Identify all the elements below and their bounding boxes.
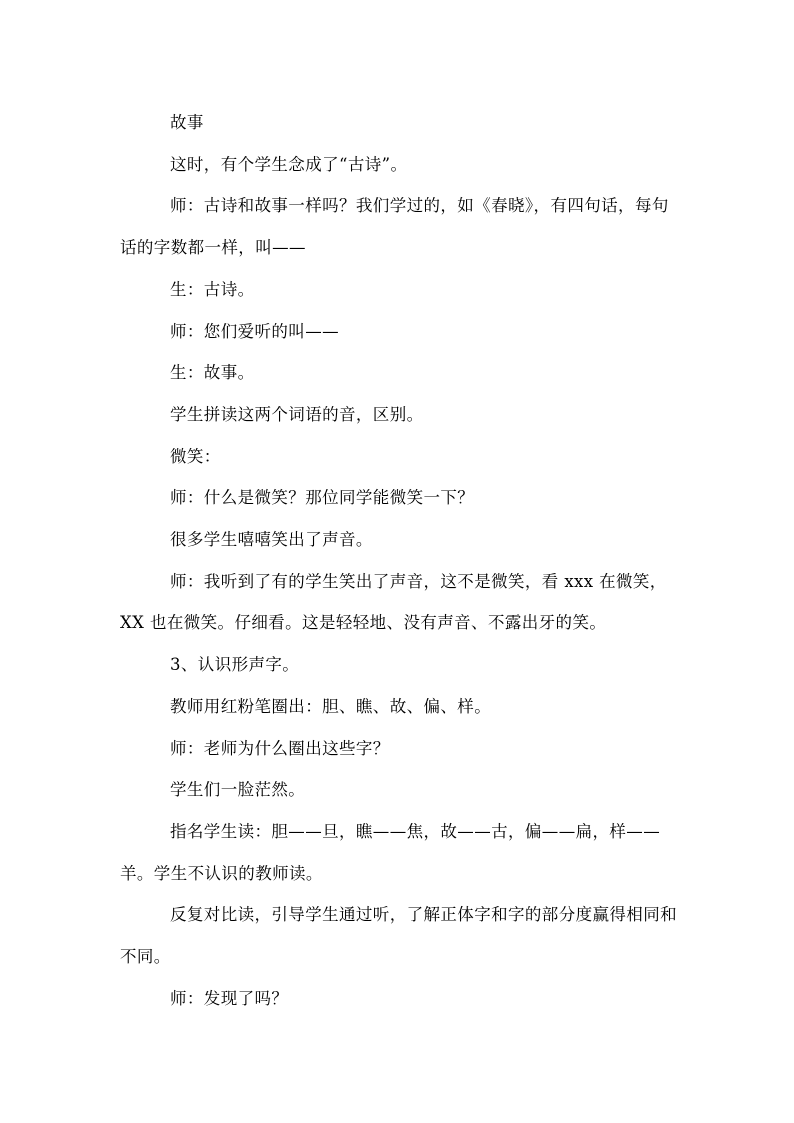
paragraph: 教师用红粉笔圈出：胆、瞧、故、偏、样。 xyxy=(170,696,492,716)
paragraph: 微笑： xyxy=(170,446,221,466)
paragraph: 师：什么是微笑？那位同学能微笑一下？ xyxy=(170,488,475,508)
paragraph: 3、认识形声字。 xyxy=(170,655,300,675)
paragraph: 师：发现了吗？ xyxy=(170,988,289,1008)
paragraph: 学生拼读这两个词语的音，区别。 xyxy=(170,404,424,424)
paragraph: 很多学生嘻嘻笑出了声音。 xyxy=(170,530,373,550)
paragraph: 故事 xyxy=(170,113,204,132)
paragraph: 学生们一脸茫然。 xyxy=(170,780,306,800)
paragraph: 指名学生读：胆——旦，瞧——焦，故——古，偏——扁，样——羊。学生不认识的教师读。 xyxy=(120,821,661,883)
paragraph: 师：老师为什么圈出这些字？ xyxy=(170,738,390,758)
paragraph: 反复对比读，引导学生通过听，了解正体字和字的部分度赢得相同和不同。 xyxy=(120,905,677,967)
paragraph: 师：古诗和故事一样吗？我们学过的，如《春晓》，有四句话，每句话的字数都一样，叫—— xyxy=(120,196,669,258)
paragraph: 师：我听到了有的学生笑出了声音，这不是微笑，看 xxx 在微笑，XX 也在微笑。仔细看。这是轻轻地、没有声音、不露出牙的笑。 xyxy=(120,571,667,633)
paragraph: 生：古诗。 xyxy=(170,279,255,299)
paragraph: 生：故事。 xyxy=(170,363,255,383)
paragraph: 师：您们爱听的叫—— xyxy=(170,321,339,341)
paragraph: 这时，有个学生念成了“古诗”。 xyxy=(170,154,408,174)
